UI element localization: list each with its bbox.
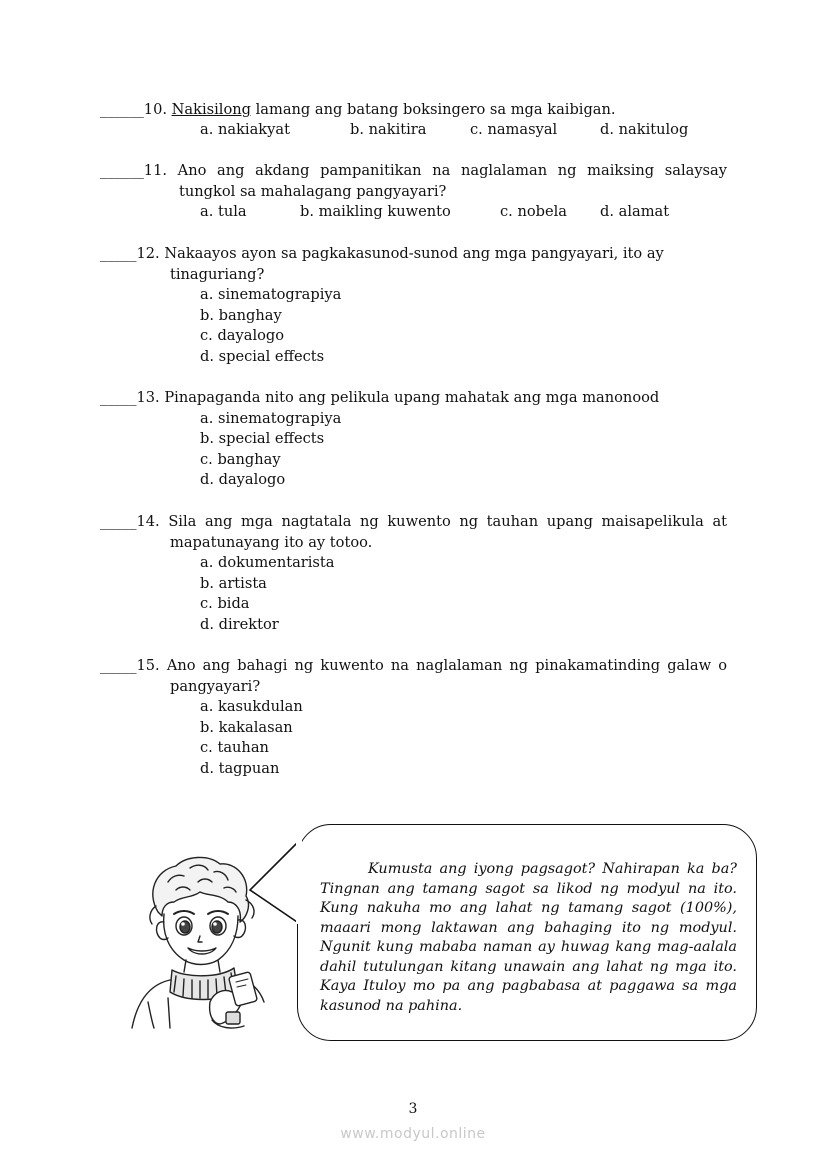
answer-blank: _____ [100, 657, 137, 674]
question-stem: Ano ang bahagi ng kuwento na naglalaman ng pinakamatinding galaw o [166, 657, 728, 674]
question-number: 12. [136, 245, 160, 262]
answer-blank: ______ [100, 162, 144, 179]
option-b: b. artista [200, 574, 267, 592]
question-number: 11. [143, 162, 167, 179]
underlined-word: Nakisilong [171, 101, 251, 118]
option-a: a. dokumentarista [200, 554, 335, 571]
option-d: d. special effects [200, 347, 325, 365]
option-a: a. nakiakyat [200, 121, 290, 138]
option-c: c. bida [200, 595, 250, 612]
option-a: a. kasukdulan [200, 698, 303, 715]
question-stem: Nakaayos ayon sa pagkakasunod-sunod ang mga pangyayari, ito ay [164, 245, 664, 262]
bubble-message: Kumusta ang iyong pagsagot? Nahirapan ka ba? Tingnan ang tamang sagot sa likod ng modyul na ito. Kung nakuha mo ang lahat ng tamang sagot (100%), maaari mong laktawan ang bahaging ito ng modyul. Ngunit kung mababa naman ay huwag kang mag-aalala dahil tutulungan kitang unawain ang lahat ng mga ito. Kaya Ituloy mo pa ang pagbabasa at paggawa sa mga kasunod na pahina. [320, 861, 737, 1014]
question-stem: lamang ang batang boksingero sa mga kaibigan. [250, 101, 616, 118]
option-a: a. sinematograpiya [200, 286, 342, 303]
option-b: b. special effects [200, 430, 325, 447]
question-stem-cont: tungkol sa mahalagang pangyayari? [179, 182, 447, 200]
options-list-15 [100, 697, 727, 779]
speech-bubble-text [320, 860, 737, 1016]
options-list-14 [100, 553, 727, 635]
answer-blank: _____ [100, 245, 137, 262]
question-number: 10. [143, 101, 167, 118]
option-c: c. nobela [500, 203, 567, 220]
question-13 [100, 388, 727, 491]
options-list-13 [100, 409, 727, 491]
option-d: d. direktor [200, 615, 279, 633]
option-d: d. nakitulog [600, 121, 689, 138]
question-12 [100, 244, 727, 367]
option-a: a. sinematograpiya [200, 409, 342, 427]
page-number: 3 [408, 1101, 418, 1117]
option-c: c. dayalogo [200, 327, 285, 344]
question-stem: Ano ang akdang pampanitikan na naglalaman ng maiksing salaysay [177, 162, 727, 179]
answer-blank: _____ [100, 513, 137, 530]
option-d: d. dayalogo [200, 471, 286, 488]
answer-blank: ______ [100, 101, 144, 118]
answer-blank: _____ [100, 389, 137, 406]
bubble-tail-cover [294, 838, 302, 928]
question-stem-cont: tinaguriang? [170, 265, 265, 283]
option-c: c. namasyal [470, 121, 558, 138]
option-c: c. tauhan [200, 739, 269, 756]
question-stem-cont: mapatunayang ito ay totoo. [170, 533, 373, 551]
question-number: 14. [136, 513, 160, 530]
watermark: www.modyul.online [340, 1126, 486, 1142]
option-b: b. banghay [200, 306, 282, 324]
question-10 [100, 100, 727, 121]
question-stem: Pinapaganda nito ang pelikula upang mahatak ang mga manonood [164, 389, 660, 406]
question-14 [100, 512, 727, 635]
options-list-12 [100, 285, 727, 367]
question-number: 13. [136, 389, 160, 406]
option-a: a. tula [200, 203, 247, 220]
question-15 [100, 656, 727, 779]
question-11 [100, 161, 727, 202]
option-b: b. maikling kuwento [300, 203, 451, 220]
question-stem-cont: pangyayari? [170, 677, 261, 695]
question-number: 15. [136, 657, 160, 674]
option-b: b. kakalasan [200, 718, 293, 736]
option-b: b. nakitira [350, 121, 427, 138]
option-d: d. tagpuan [200, 759, 280, 777]
option-d: d. alamat [600, 203, 670, 220]
option-c: c. banghay [200, 450, 281, 468]
question-stem: Sila ang mga nagtatala ng kuwento ng tauhan upang maisapelikula at [168, 513, 728, 530]
